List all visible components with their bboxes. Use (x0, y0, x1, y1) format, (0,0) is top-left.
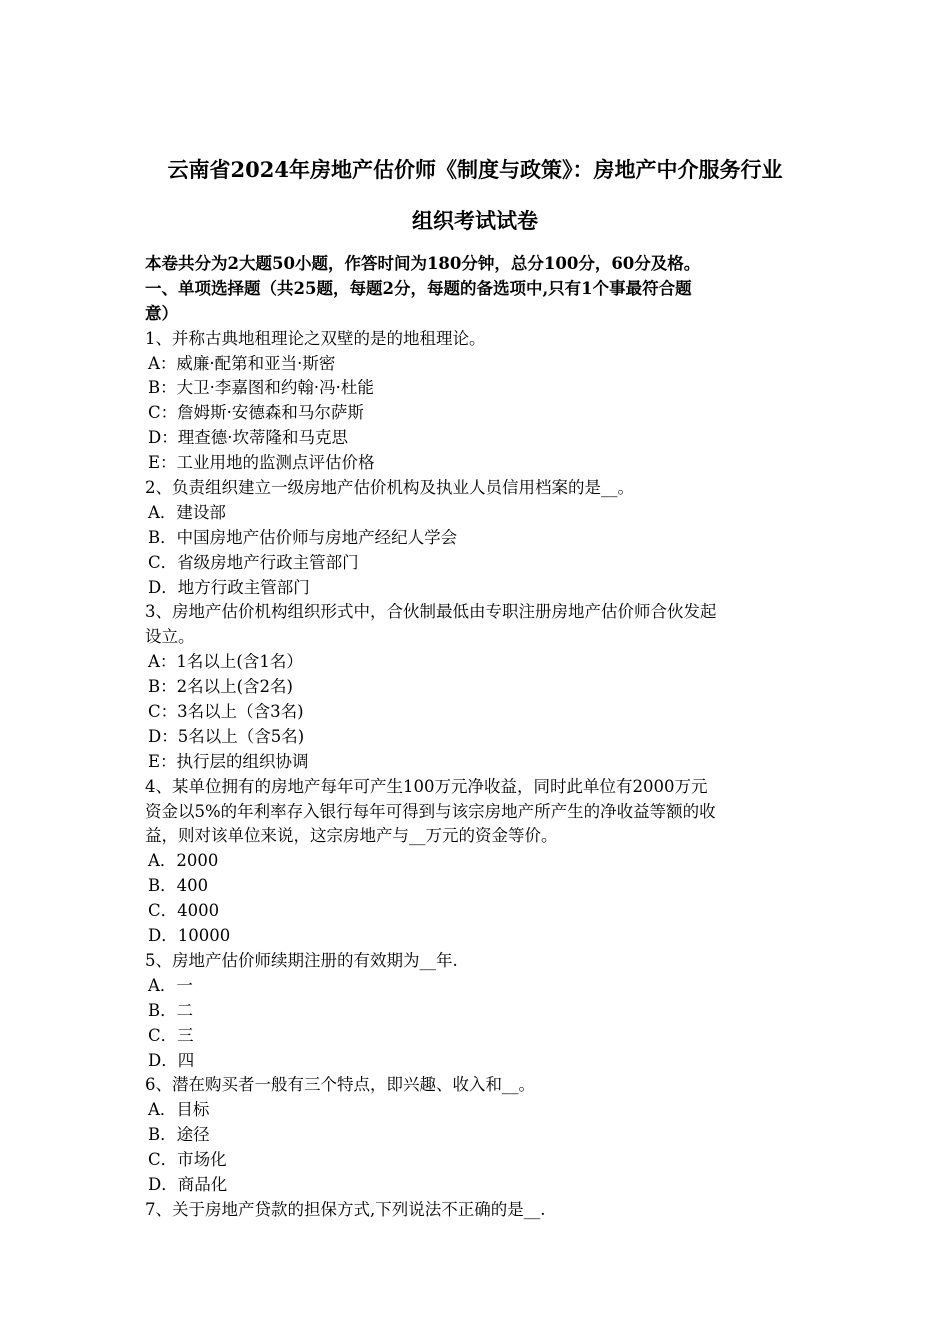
section-heading-line-1: 一、单项选择题（共25题，每题2分，每题的备选项中,只有1个事最符合题 (145, 278, 692, 298)
answer-option: D．地方行政主管部门 (148, 577, 310, 597)
answer-option: C．市场化 (148, 1150, 227, 1170)
answer-option: B．中国房地产估价师与房地产经纪人学会 (148, 527, 458, 547)
question-stem: 4、某单位拥有的房地产每年可产生100万元净收益，同时此单位有2000万元 (145, 776, 708, 796)
answer-option: B：大卫·李嘉图和约翰·冯·杜能 (148, 378, 374, 398)
question-stem: 7、关于房地产贷款的担保方式,下列说法不正确的是__. (145, 1199, 546, 1219)
answer-option: B：2名以上(含2名) (148, 677, 293, 697)
question-stem: 设立。 (145, 627, 195, 647)
answer-option: D：5名以上（含5名) (148, 726, 305, 746)
answer-option: B．二 (148, 1000, 194, 1020)
answer-option: E：执行层的组织协调 (148, 751, 309, 771)
answer-option: A．2000 (148, 851, 219, 871)
answer-option: B．400 (148, 876, 209, 896)
document-body (145, 252, 810, 1223)
question-7 (145, 1198, 810, 1223)
question-stem: 1、并称古典地租理论之双壁的是的地租理论。 (145, 328, 486, 348)
answer-option: A．建设部 (148, 502, 226, 522)
question-stem: 6、潜在购买者一般有三个特点，即兴趣、收入和__。 (145, 1075, 535, 1095)
question-6 (145, 1073, 810, 1197)
answer-option: A．目标 (148, 1100, 210, 1120)
question-5 (145, 949, 810, 1073)
answer-option: C．4000 (148, 901, 220, 921)
question-stem: 3、房地产估价机构组织形式中，合伙制最低由专职注册房地产估价师合伙发起 (145, 602, 717, 622)
answer-option: B．途径 (148, 1125, 210, 1145)
question-1 (145, 327, 810, 476)
exam-intro: 本卷共分为2大题50小题，作答时间为180分钟，总分100分，60分及格。 (145, 254, 701, 273)
answer-option: E：工业用地的监测点评估价格 (148, 453, 375, 473)
answer-option: A：威廉·配第和亚当·斯密 (148, 353, 336, 373)
document-title-line-1: 云南省2024年房地产估价师《制度与政策》：房地产中介服务行业 (167, 157, 783, 182)
question-stem: 5、房地产估价师续期注册的有效期为__年. (145, 950, 458, 970)
answer-option: D．商品化 (148, 1174, 228, 1194)
answer-option: C：3名以上（含3名) (148, 702, 304, 722)
answer-option: C．三 (148, 1025, 194, 1045)
question-2 (145, 476, 810, 600)
section-heading-line-2: 意） (145, 303, 178, 323)
question-4 (145, 775, 810, 949)
answer-option: C：詹姆斯·安德森和马尔萨斯 (148, 403, 364, 423)
answer-option: A：1名以上(含1名） (148, 652, 303, 672)
answer-option: A．一 (148, 975, 193, 995)
question-stem: 资金以5%的年利率存入银行每年可得到与该宗房地产所产生的净收益等额的收 (145, 801, 716, 821)
question-stem: 2、负责组织建立一级房地产估价机构及执业人员信用档案的是__。 (145, 478, 634, 498)
answer-option: D．四 (148, 1050, 195, 1070)
answer-option: C．省级房地产行政主管部门 (148, 552, 359, 572)
answer-option: D．10000 (148, 926, 231, 946)
answer-option: D：理查德·坎蒂隆和马克思 (148, 428, 348, 448)
document-title-line-2: 组织考试试卷 (412, 208, 538, 233)
question-3 (145, 600, 810, 774)
question-stem: 益，则对该单位来说，这宗房地产与__万元的资金等价。 (145, 826, 558, 846)
